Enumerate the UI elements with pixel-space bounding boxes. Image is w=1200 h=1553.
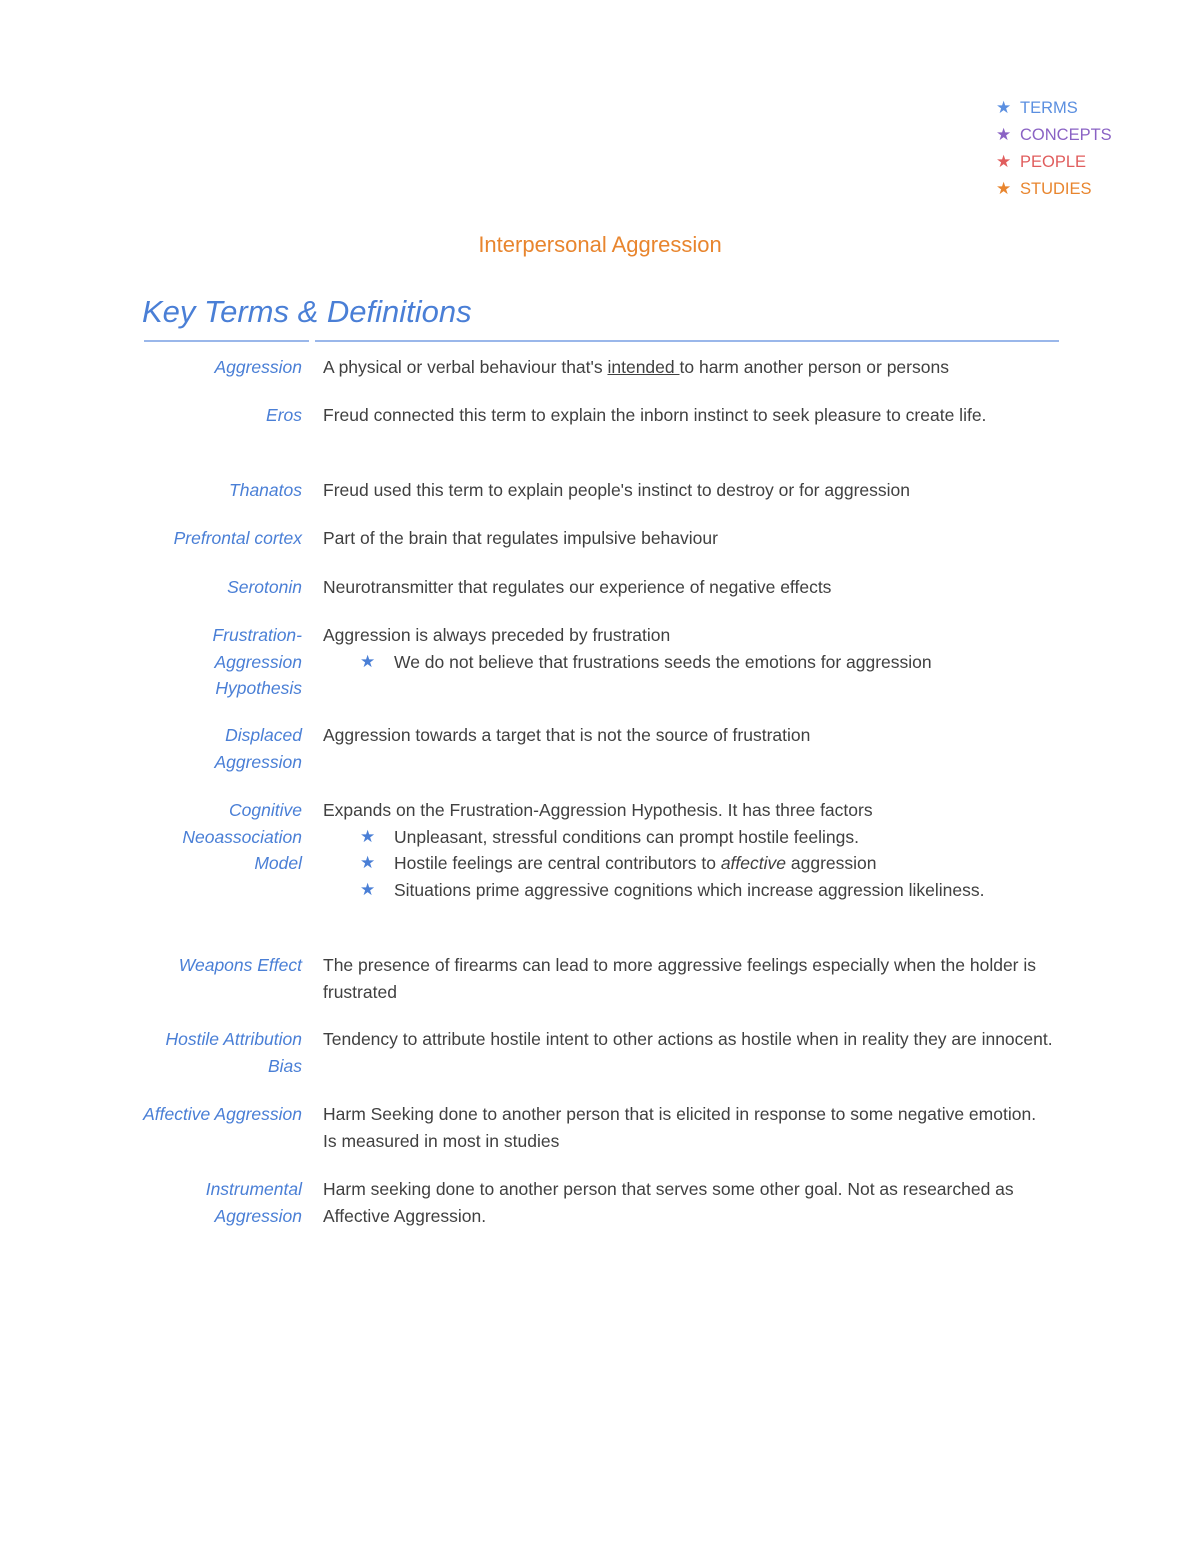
legend-item-studies [996, 177, 1112, 204]
legend-item-people [996, 150, 1112, 177]
term-name: Cognitive Neoassociation Model [182, 800, 302, 873]
bullet-item [323, 649, 1053, 676]
bullet-item [323, 877, 1053, 904]
term-definition: Neurotransmitter that regulates our experience of negative effects [323, 577, 832, 597]
definition-text: Aggression is always preceded by frustration [323, 625, 671, 645]
term-name: Displaced Aggression [214, 725, 302, 772]
definition-text: to harm another person or persons [679, 357, 949, 377]
term-definition: The presence of firearms can lead to more aggressive feelings especially when the holder is frustrated [323, 955, 1037, 1002]
definition-text: A physical or verbal behaviour that's [323, 357, 608, 377]
star-icon: ★ [996, 179, 1012, 198]
definition-underlined-text: intended [607, 357, 680, 377]
legend-label: CONCEPTS [1020, 126, 1112, 144]
term-name: Serotonin [227, 577, 302, 597]
bullet-italic-text: affective [720, 853, 787, 873]
term-definition: Freud used this term to explain people's instinct to destroy or for aggression [323, 480, 910, 500]
term-definition [323, 797, 1053, 903]
star-icon: ★ [996, 98, 1012, 117]
term-definition: Aggression towards a target that is not the source of frustration [323, 725, 811, 745]
legend-item-terms [996, 96, 1112, 123]
term-name: Instrumental Aggression [205, 1179, 302, 1226]
term-definition: Part of the brain that regulates impulsive behaviour [323, 528, 718, 548]
legend-label: STUDIES [1020, 180, 1092, 198]
heading-rule-right [315, 340, 1059, 342]
bullet-list [323, 824, 1053, 904]
term-definition: Harm Seeking done to another person that is elicited in response to some negative emotion. Is measured in most in studies [323, 1104, 1037, 1151]
star-icon: ★ [360, 879, 376, 899]
term-name: Thanatos [229, 480, 302, 500]
term-name: Weapons Effect [178, 955, 302, 975]
bullet-text: We do not believe that frustrations seeds the emotions for aggression [394, 651, 932, 672]
term-definition [323, 354, 1053, 381]
term-definition: Freud connected this term to explain the inborn instinct to seek pleasure to create life. [323, 405, 987, 425]
term-definition [323, 622, 1053, 675]
bullet-text: Situations prime aggressive cognitions which increase aggression likeliness. [394, 879, 985, 900]
term-name: Affective Aggression [143, 1104, 302, 1124]
star-icon: ★ [996, 125, 1012, 144]
term-name: Frustration-Aggression Hypothesis [212, 625, 302, 698]
heading-rule-left [144, 340, 309, 342]
star-icon: ★ [360, 826, 376, 846]
term-definition: Tendency to attribute hostile intent to other actions as hostile when in reality they are innocent. [323, 1029, 1053, 1049]
legend [996, 96, 1112, 204]
bullet-text: Hostile feelings are central contributors to [394, 853, 721, 873]
legend-label: PEOPLE [1020, 153, 1087, 171]
star-icon: ★ [360, 853, 376, 872]
star-icon: ★ [996, 152, 1012, 171]
legend-label: TERMS [1020, 99, 1078, 117]
legend-item-concepts [996, 123, 1112, 150]
bullet-list [323, 649, 1053, 676]
term-definition: Harm seeking done to another person that serves some other goal. Not as researched as Affective Aggression. [323, 1179, 1014, 1226]
term-name: Prefrontal cortex [173, 528, 302, 548]
document-title: Interpersonal Aggression [478, 232, 722, 257]
bullet-text: Unpleasant, stressful conditions can prompt hostile feelings. [394, 826, 859, 847]
section-heading: Key Terms & Definitions [142, 294, 472, 329]
term-name: Aggression [214, 357, 302, 377]
bullet-text: aggression [786, 853, 877, 873]
bullet-item [323, 850, 1053, 877]
star-icon: ★ [360, 651, 376, 671]
bullet-item [323, 824, 1053, 851]
term-name: Hostile Attribution Bias [165, 1029, 302, 1076]
term-name: Eros [266, 405, 302, 425]
definition-text: Expands on the Frustration-Aggression Hypothesis. It has three factors [323, 800, 873, 820]
